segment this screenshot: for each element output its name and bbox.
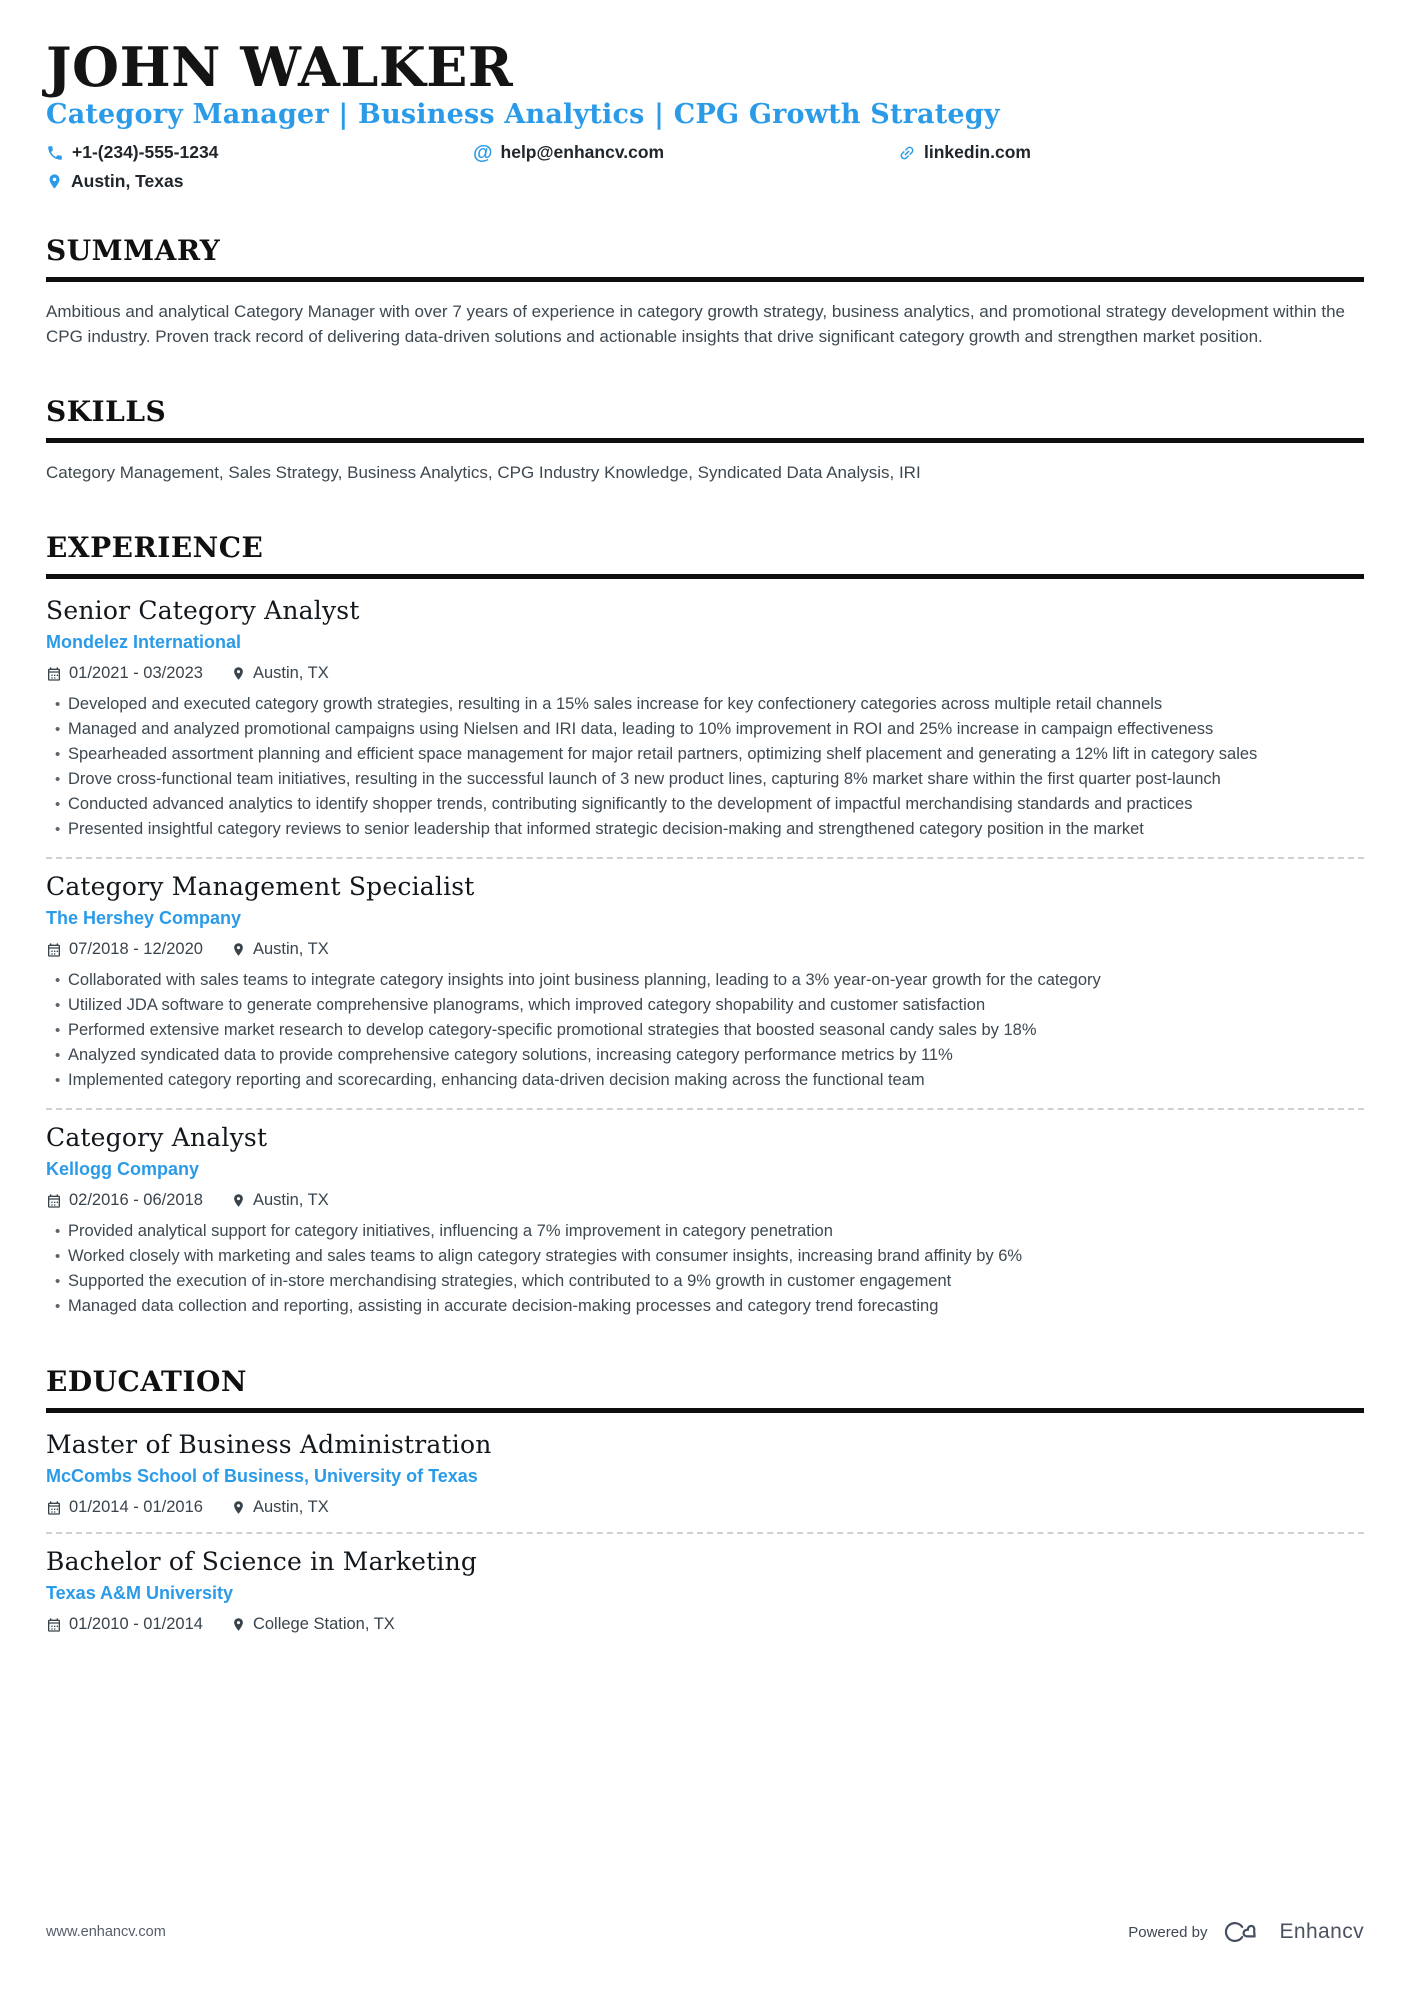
experience-item: [46, 872, 1364, 1093]
education-location: [231, 1498, 329, 1517]
education-location: [231, 1615, 395, 1634]
location-text: Austin, Texas: [71, 171, 184, 192]
map-pin-icon: [231, 666, 246, 681]
footer-brand: [1128, 1918, 1364, 1946]
email-address[interactable]: help@enhancv.com: [500, 142, 665, 163]
bullet-item: • Developed and executed category growth strategies, resulting in a 15% sales increase for key confectionery categories across multiple retail channels: [46, 692, 1364, 717]
job-dates: [46, 1191, 203, 1210]
job-dates: [46, 664, 203, 683]
link-icon: [898, 144, 916, 162]
degree-title: Bachelor of Science in Marketing: [46, 1547, 478, 1577]
summary-heading: SUMMARY: [46, 234, 1364, 282]
map-pin-icon: [231, 942, 246, 957]
education-location-text: Austin, TX: [252, 1498, 329, 1517]
contact-phone: [46, 142, 473, 163]
location-row: [46, 171, 1364, 192]
job-meta-row: [46, 940, 1364, 959]
bullet-item: • Supported the execution of in-store merchandising strategies, which contributed to a 9% growth in customer engagement: [46, 1269, 1364, 1294]
experience-section: [46, 531, 1364, 1319]
education-dates: [46, 1615, 203, 1634]
at-icon: @: [473, 141, 493, 164]
job-location-text: Austin, TX: [252, 1191, 329, 1210]
bullet-item: • Provided analytical support for category initiatives, influencing a 7% improvement in category penetration: [46, 1219, 1364, 1244]
job-dates-text: 02/2016 - 06/2018: [69, 1191, 203, 1210]
bullet-item: • Managed data collection and reporting, assisting in accurate decision-making processes and category trend forecasting: [46, 1294, 1364, 1319]
summary-text: Ambitious and analytical Category Manager with over 7 years of experience in category growth strategy, business analytics, and promotional strategy development within the CPG industry. Proven track record of delivering data-driven solutions and actionable insights that drive significant category growth and strengthen market position.: [46, 302, 1345, 347]
job-location-text: Austin, TX: [252, 940, 329, 959]
footer-website-link[interactable]: www.enhancv.com: [46, 1924, 166, 1940]
website-url[interactable]: linkedin.com: [924, 142, 1031, 163]
school-name: Texas A&M University: [46, 1583, 234, 1604]
page-footer: [46, 1918, 1364, 1946]
enhancv-logo-icon[interactable]: [1221, 1918, 1265, 1946]
company-name: The Hershey Company: [46, 908, 242, 929]
contact-location: [46, 171, 184, 192]
experience-heading: EXPERIENCE: [46, 531, 1364, 579]
bullet-item: • Conducted advanced analytics to identify shopper trends, contributing significantly to the development of impactful merchandising standards and practices: [46, 792, 1364, 817]
job-location: [231, 940, 329, 959]
contact-row: [46, 142, 1364, 163]
job-title: Senior Category Analyst: [46, 596, 360, 626]
map-pin-icon: [231, 1193, 246, 1208]
resume-header: [46, 35, 1364, 192]
skills-list: Category Management, Sales Strategy, Business Analytics, CPG Industry Knowledge, Syndicated Data Analysis, IRI: [46, 463, 921, 483]
school-name: McCombs School of Business, University of Texas: [46, 1466, 478, 1487]
calendar-icon: [46, 666, 62, 682]
entry-divider: [46, 1532, 1364, 1534]
job-title: Category Management Specialist: [46, 872, 475, 902]
education-meta-row: [46, 1498, 1364, 1517]
job-bullets: [46, 1219, 1364, 1319]
summary-section: [46, 234, 1364, 349]
company-name: Kellogg Company: [46, 1159, 200, 1180]
brand-wordmark[interactable]: Enhancv: [1279, 1920, 1364, 1943]
bullet-item: • Drove cross-functional team initiatives, resulting in the successful launch of 3 new product lines, capturing 8% market share within the first quarter post-launch: [46, 767, 1364, 792]
job-dates-text: 07/2018 - 12/2020: [69, 940, 203, 959]
job-dates-text: 01/2021 - 03/2023: [69, 664, 203, 683]
degree-title: Master of Business Administration: [46, 1430, 492, 1460]
job-location: [231, 664, 329, 683]
calendar-icon: [46, 1617, 62, 1633]
map-pin-icon: [231, 1500, 246, 1515]
job-bullets: [46, 968, 1364, 1093]
education-section: [46, 1365, 1364, 1634]
education-dates-text: 01/2010 - 01/2014: [69, 1615, 203, 1634]
skills-heading: SKILLS: [46, 395, 1364, 443]
phone-icon: [46, 144, 64, 162]
location-pin-icon: [46, 173, 63, 190]
education-heading: EDUCATION: [46, 1365, 1364, 1413]
education-dates-text: 01/2014 - 01/2016: [69, 1498, 203, 1517]
job-meta-row: [46, 664, 1364, 683]
contact-website: [898, 142, 1031, 163]
experience-item: [46, 596, 1364, 842]
bullet-item: • Performed extensive market research to develop category-specific promotional strategies that boosted seasonal candy sales by 18%: [46, 1018, 1364, 1043]
contact-email: [473, 142, 898, 163]
phone-number[interactable]: +1-(234)-555-1234: [72, 142, 219, 163]
experience-item: [46, 1123, 1364, 1319]
candidate-name: JOHN WALKER: [46, 35, 514, 99]
bullet-item: • Managed and analyzed promotional campaigns using Nielsen and IRI data, leading to 10% improvement in ROI and 25% increase in campaign effectiveness: [46, 717, 1364, 742]
job-dates: [46, 940, 203, 959]
entry-divider: [46, 1108, 1364, 1110]
calendar-icon: [46, 942, 62, 958]
job-bullets: [46, 692, 1364, 842]
job-location: [231, 1191, 329, 1210]
powered-by-label: Powered by: [1128, 1923, 1208, 1941]
education-meta-row: [46, 1615, 1364, 1634]
skills-section: [46, 395, 1364, 485]
bullet-item: • Implemented category reporting and scorecarding, enhancing data-driven decision making across the functional team: [46, 1068, 1364, 1093]
bullet-item: • Analyzed syndicated data to provide comprehensive category solutions, increasing category performance metrics by 11%: [46, 1043, 1364, 1068]
calendar-icon: [46, 1193, 62, 1209]
entry-divider: [46, 857, 1364, 859]
education-location-text: College Station, TX: [252, 1615, 395, 1634]
job-meta-row: [46, 1191, 1364, 1210]
bullet-item: • Spearheaded assortment planning and efficient space management for major retail partners, optimizing shelf placement and generating a 12% lift in category sales: [46, 742, 1364, 767]
bullet-item: • Worked closely with marketing and sales teams to align category strategies with consumer insights, increasing brand affinity by 6%: [46, 1244, 1364, 1269]
candidate-tagline: Category Manager | Business Analytics | CPG Growth Strategy: [46, 99, 1000, 131]
education-item: [46, 1430, 1364, 1517]
bullet-item: • Collaborated with sales teams to integrate category insights into joint business planning, leading to a 3% year-on-year growth for the category: [46, 968, 1364, 993]
job-title: Category Analyst: [46, 1123, 268, 1153]
education-item: [46, 1547, 1364, 1634]
company-name: Mondelez International: [46, 632, 242, 653]
education-dates: [46, 1498, 203, 1517]
bullet-item: • Presented insightful category reviews to senior leadership that informed strategic decision-making and strengthened category position in the market: [46, 817, 1364, 842]
bullet-item: • Utilized JDA software to generate comprehensive planograms, which improved category shopability and customer satisfaction: [46, 993, 1364, 1018]
map-pin-icon: [231, 1617, 246, 1632]
job-location-text: Austin, TX: [252, 664, 329, 683]
calendar-icon: [46, 1500, 62, 1516]
